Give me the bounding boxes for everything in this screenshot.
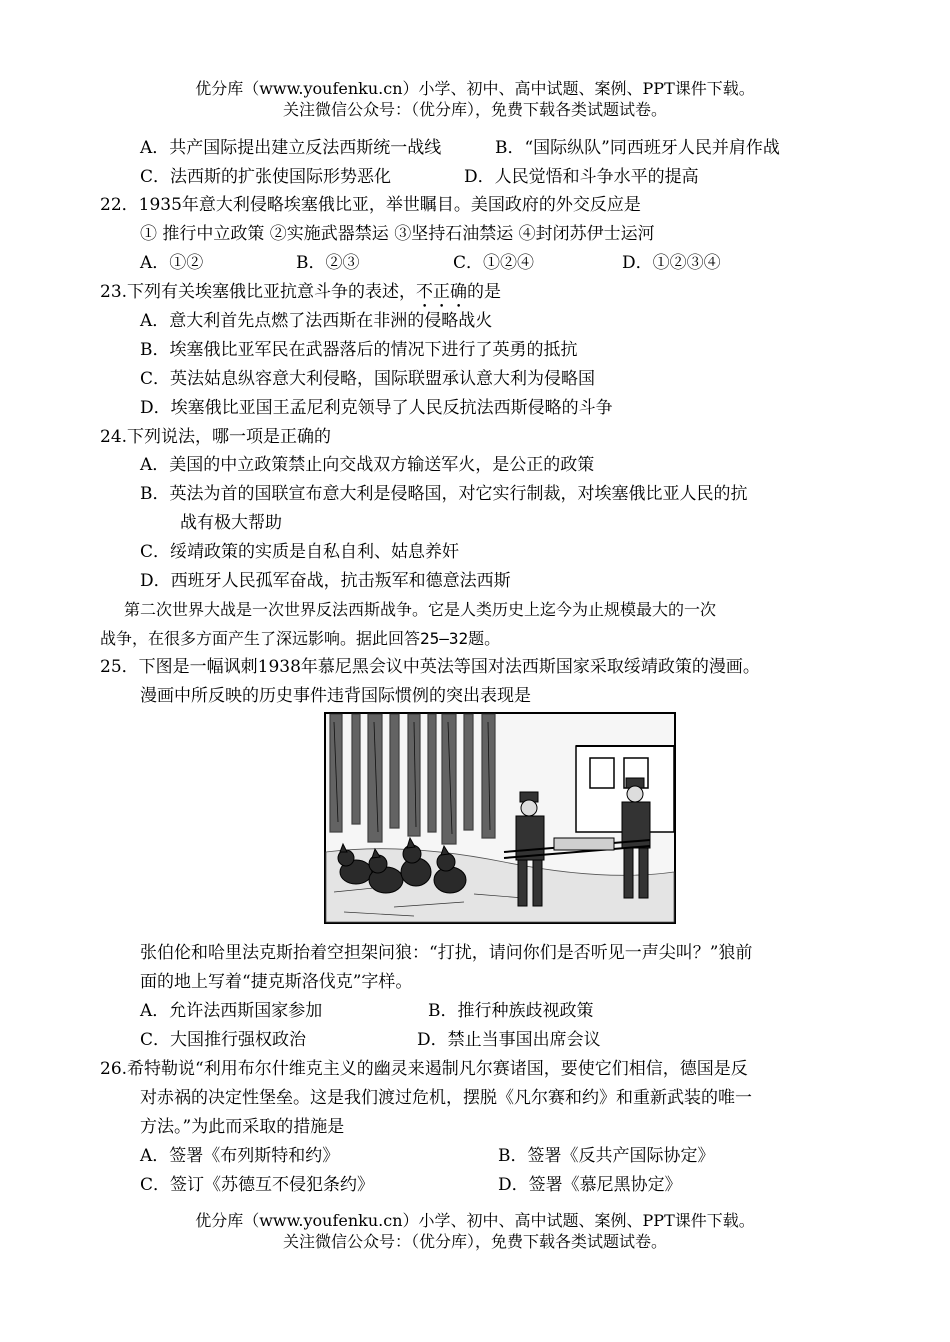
q24-option-c: C．绥靖政策的实质是自私自利、姑息养奸 — [140, 542, 460, 562]
q26-option-a: A．签署《布列斯特和约》 — [140, 1146, 340, 1166]
q21-option-c: C．法西斯的扩张使国际形势恶化 — [140, 167, 392, 187]
q22-option-a: A．①② — [140, 253, 204, 273]
q23-option-a: A．意大利首先点燃了法西斯在非洲的侵略战火 — [140, 311, 493, 331]
appeasement-cartoon — [324, 712, 676, 924]
q22-option-c: C．①②④ — [453, 253, 535, 273]
q22-option-b: B．②③ — [296, 253, 360, 273]
q22-stem: 22．1935年意大利侵略埃塞俄比亚，举世瞩目。美国政府的外交反应是 — [100, 195, 641, 215]
q26-option-b: B．签署《反共产国际协定》 — [498, 1146, 715, 1166]
q26-option-c: C．签订《苏德互不侵犯条约》 — [140, 1175, 375, 1195]
q25-caption-line-2: 面的地上写着“捷克斯洛伐克”字样。 — [140, 972, 413, 992]
q26-stem-line-1: 26.希特勒说“利用布尔什维克主义的幽灵来遏制凡尔赛诸国，要使它们相信，德国是反 — [100, 1059, 748, 1079]
q24-option-b-line-1: B．英法为首的国联宣布意大利是侵略国，对它实行制裁，对埃塞俄比亚人民的抗 — [140, 484, 748, 504]
q23-stem-pre: 23.下列有关埃塞俄比亚抗意斗争的表述， — [100, 282, 417, 302]
section-intro-line-2: 战争，在很多方面产生了深远影响。据此回答25—32题。 — [100, 629, 501, 648]
q23-option-b: B．埃塞俄比亚军民在武器落后的情况下进行了英勇的抵抗 — [140, 340, 578, 360]
header-line-1: 优分库（www.youfenku.cn）小学、初中、高中试题、案例、PPT课件下载。 — [195, 79, 755, 98]
q22-option-d: D．①②③④ — [622, 253, 721, 273]
q25-stem-line-2: 漫画中所反映的历史事件违背国际惯例的突出表现是 — [140, 686, 531, 706]
q23-option-d: D．埃塞俄比亚国王孟尼利克领导了人民反抗法西斯侵略的斗争 — [140, 398, 613, 418]
q26-option-d: D．签署《慕尼黑协定》 — [498, 1175, 682, 1195]
q25-caption-line-1: 张伯伦和哈里法克斯抬着空担架问狼：“打扰，请问你们是否听见一声尖叫？”狼前 — [140, 943, 753, 963]
q24-option-a: A．美国的中立政策禁止向交战双方输送军火，是公正的政策 — [140, 455, 595, 475]
q23-option-c: C．英法姑息纵容意大利侵略，国际联盟承认意大利为侵略国 — [140, 369, 596, 389]
q21-option-a: A．共产国际提出建立反法西斯统一战线 — [140, 138, 442, 158]
q25-option-b: B．推行种族歧视政策 — [428, 1001, 594, 1021]
q22-items: ① 推行中立政策 ②实施武器禁运 ③坚持石油禁运 ④封闭苏伊士运河 — [140, 224, 655, 244]
section-intro-line-1: 第二次世界大战是一次世界反法西斯战争。它是人类历史上迄今为止规模最大的一次 — [124, 600, 717, 619]
q25-stem-line-1: 25．下图是一幅讽刺1938年慕尼黑会议中英法等国对法西斯国家采取绥靖政策的漫画。 — [100, 657, 760, 677]
q24-option-d: D．西班牙人民孤军奋战，抗击叛军和德意法西斯 — [140, 571, 511, 591]
footer-line-1: 优分库（www.youfenku.cn）小学、初中、高中试题、案例、PPT课件下载。 — [195, 1211, 755, 1230]
q21-option-b: B．“国际纵队”同西班牙人民并肩作战 — [495, 138, 780, 158]
footer-line-2: 关注微信公众号：（优分库），免费下载各类试题试卷。 — [282, 1232, 667, 1251]
q25-option-c: C．大国推行强权政治 — [140, 1030, 307, 1050]
footer-banner — [0, 1210, 950, 1252]
q23-stem-post: 的是 — [467, 282, 502, 302]
q24-stem: 24.下列说法，哪一项是正确的 — [100, 427, 332, 447]
q21-option-d: D．人民觉悟和斗争水平的提高 — [464, 167, 699, 187]
q25-option-a: A．允许法西斯国家参加 — [140, 1001, 323, 1021]
q24-option-b-line-2: 战有极大帮助 — [180, 513, 282, 533]
q25-option-d: D．禁止当事国出席会议 — [417, 1030, 601, 1050]
header-banner — [0, 78, 950, 120]
q26-stem-line-2: 对赤祸的决定性堡垒。这是我们渡过危机，摆脱《凡尔赛和约》和重新武装的唯一 — [140, 1088, 752, 1108]
q23-stem-emphasis: 不正确 — [416, 282, 468, 302]
header-line-2: 关注微信公众号：（优分库），免费下载各类试题试卷。 — [282, 100, 667, 119]
q23-stem — [100, 280, 501, 312]
q26-stem-line-3: 方法。”为此而采取的措施是 — [140, 1117, 345, 1137]
